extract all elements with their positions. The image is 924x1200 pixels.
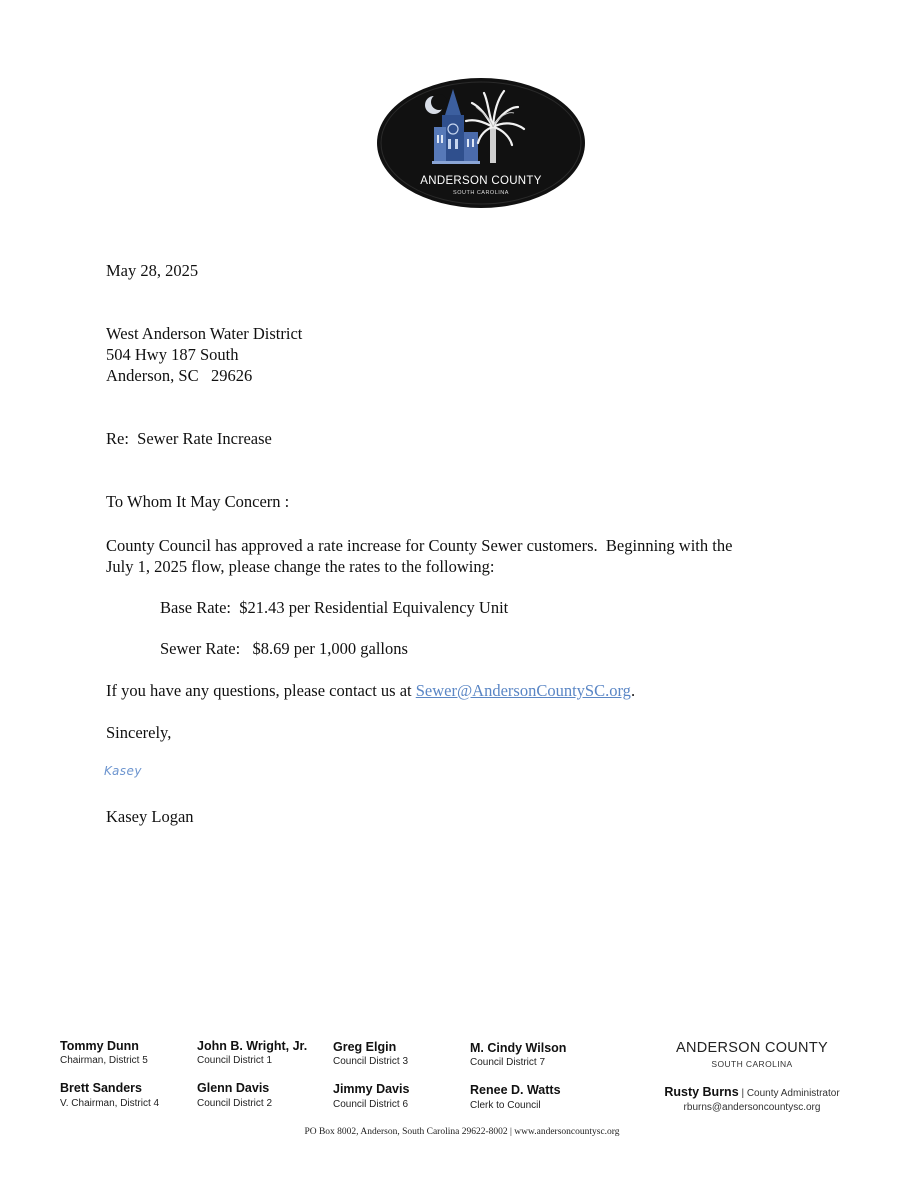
council-member-name: Glenn Davis	[197, 1081, 270, 1095]
council-member-name: M. Cindy Wilson	[470, 1041, 567, 1055]
letter-date: May 28, 2025	[106, 261, 199, 280]
signer-name: Kasey Logan	[106, 807, 194, 826]
council-member-name: Brett Sanders	[60, 1081, 142, 1095]
admin-title: County Administrator	[746, 1088, 840, 1099]
letter-closing: Sincerely,	[106, 723, 172, 742]
footer-county-name: ANDERSON COUNTY	[676, 1040, 828, 1056]
council-member-name: Renee D. Watts	[470, 1083, 561, 1097]
admin-separator: |	[741, 1088, 745, 1099]
admin-email: rburns@andersoncountysc.org	[683, 1102, 821, 1113]
handwritten-signature: Kasey	[104, 764, 143, 778]
logo-county-name: ANDERSON COUNTY	[420, 175, 542, 187]
logo-state: SOUTH CAROLINA	[453, 190, 509, 196]
council-member-name: John B. Wright, Jr.	[197, 1039, 308, 1053]
council-member-title: Council District 7	[470, 1057, 546, 1068]
sewer-rate: Sewer Rate: $8.69 per 1,000 gallons	[160, 639, 408, 658]
letter-subject: Re: Sewer Rate Increase	[106, 429, 272, 448]
footer-address: PO Box 8002, Anderson, South Carolina 29622-8002 | www.andersoncountysc.org	[304, 1127, 620, 1137]
recipient-street: 504 Hwy 187 South	[106, 345, 239, 364]
council-member-title: Council District 3	[333, 1056, 409, 1067]
recipient-city-state-zip: Anderson, SC 29626	[106, 366, 253, 385]
body-line-2: July 1, 2025 flow, please change the rates to the following:	[106, 557, 495, 576]
base-rate: Base Rate: $21.43 per Residential Equivalency Unit	[160, 598, 509, 617]
questions-line	[106, 680, 635, 701]
admin-name: Rusty Burns	[664, 1085, 739, 1099]
footer-county-state: SOUTH CAROLINA	[711, 1059, 793, 1069]
questions-prefix: If you have any questions, please contact us at	[106, 681, 416, 700]
anderson-county-seal-icon	[376, 77, 586, 209]
council-member-title: Council District 1	[197, 1055, 273, 1066]
questions-suffix: .	[630, 681, 636, 700]
body-line-1: County Council has approved a rate increase for County Sewer customers. Beginning with the	[106, 536, 733, 555]
council-member-name: Jimmy Davis	[333, 1082, 410, 1096]
footer-administrator	[640, 1085, 864, 1099]
council-member-title: Chairman, District 5	[60, 1055, 148, 1066]
recipient-name: West Anderson Water District	[106, 324, 303, 343]
council-member-title: Clerk to Council	[470, 1100, 541, 1111]
letter-salutation: To Whom It May Concern :	[106, 492, 290, 511]
council-member-name: Tommy Dunn	[60, 1039, 139, 1053]
contact-email-link[interactable]: Sewer@AndersonCountySC.org	[415, 681, 631, 700]
council-member-title: Council District 2	[197, 1098, 273, 1109]
council-member-title: V. Chairman, District 4	[60, 1098, 160, 1109]
council-member-title: Council District 6	[333, 1099, 409, 1110]
council-member-name: Greg Elgin	[333, 1040, 397, 1054]
